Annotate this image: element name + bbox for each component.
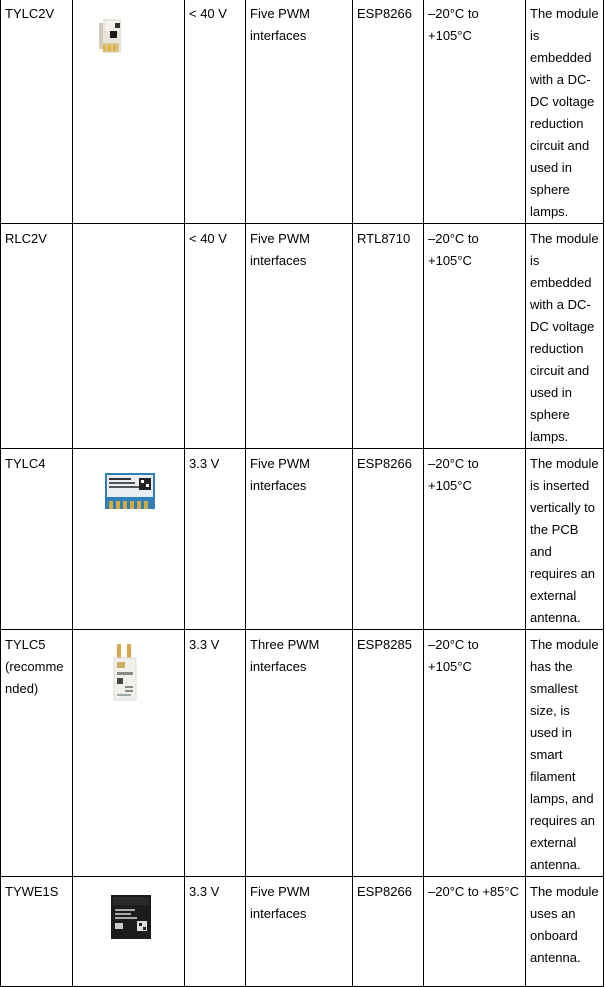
chip-model: ESP8266 xyxy=(353,0,424,224)
supply-voltage: 3.3 V xyxy=(185,449,246,630)
module-name: TYLC4 xyxy=(1,449,73,630)
tylc2v-module-photo xyxy=(77,3,180,63)
pwm-interfaces: Five PWM interfaces xyxy=(246,224,353,449)
tylc4-module-photo xyxy=(77,453,180,523)
operating-temperature: –20°C to +105°C xyxy=(424,449,526,630)
chip-model: ESP8266 xyxy=(353,449,424,630)
table-row xyxy=(1,449,604,630)
pwm-interfaces: Three PWM interfaces xyxy=(246,630,353,877)
supply-voltage: 3.3 V xyxy=(185,877,246,987)
module-description: The module is inserted vertically to the PCB and requires an external antenna. xyxy=(526,449,604,630)
pwm-interfaces: Five PWM interfaces xyxy=(246,877,353,987)
module-image-cell xyxy=(73,0,185,224)
pwm-interfaces: Five PWM interfaces xyxy=(246,449,353,630)
module-name: TYLC5 (recommended) xyxy=(1,630,73,877)
table-row xyxy=(1,630,604,877)
module-name: RLC2V xyxy=(1,224,73,449)
table-row xyxy=(1,224,604,449)
module-name: TYLC2V xyxy=(1,0,73,224)
operating-temperature: –20°C to +105°C xyxy=(424,224,526,449)
pwm-interfaces: Five PWM interfaces xyxy=(246,0,353,224)
table-row xyxy=(1,0,604,224)
chip-model: RTL8710 xyxy=(353,224,424,449)
module-image-cell xyxy=(73,449,185,630)
chip-model: ESP8285 xyxy=(353,630,424,877)
operating-temperature: –20°C to +85°C xyxy=(424,877,526,987)
operating-temperature: –20°C to +105°C xyxy=(424,0,526,224)
tywe1s-module-photo xyxy=(77,881,180,951)
tylc5-module-photo xyxy=(77,634,180,714)
module-description: The module is embedded with a DC-DC voltage reduction circuit and used in sphere lamps. xyxy=(526,0,604,224)
supply-voltage: 3.3 V xyxy=(185,630,246,877)
module-image-cell xyxy=(73,630,185,877)
module-image-cell xyxy=(73,877,185,987)
supply-voltage: < 40 V xyxy=(185,0,246,224)
module-description: The module uses an onboard antenna. xyxy=(526,877,604,987)
table-row xyxy=(1,877,604,987)
module-description: The module has the smallest size, is used in smart filament lamps, and requires an external antenna. xyxy=(526,630,604,877)
module-name: TYWE1S xyxy=(1,877,73,987)
module-image-cell xyxy=(73,224,185,449)
supply-voltage: < 40 V xyxy=(185,224,246,449)
chip-model: ESP8266 xyxy=(353,877,424,987)
module-description: The module is embedded with a DC-DC voltage reduction circuit and used in sphere lamps. xyxy=(526,224,604,449)
operating-temperature: –20°C to +105°C xyxy=(424,630,526,877)
